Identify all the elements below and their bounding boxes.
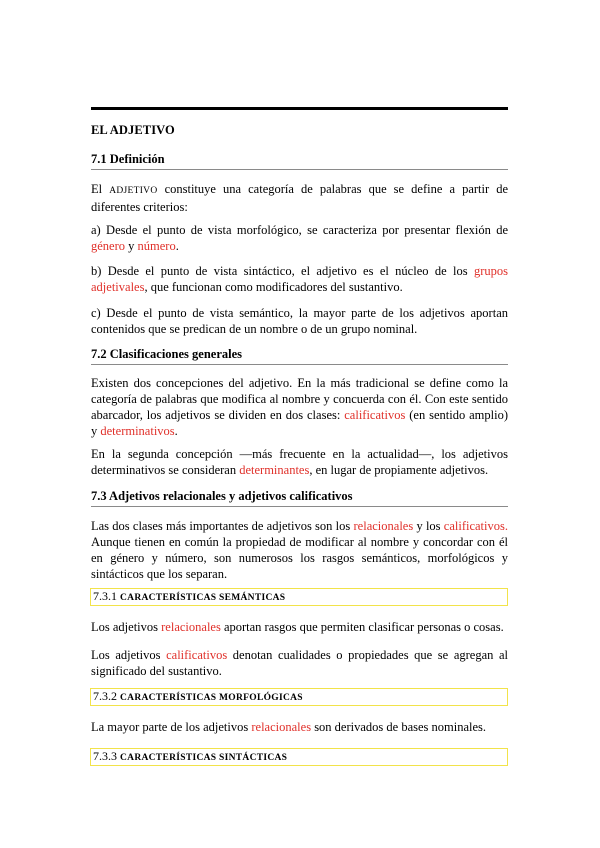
classification-paragraph-1 bbox=[91, 375, 508, 439]
subsection-number: 7.3.1 bbox=[93, 589, 120, 603]
section-7-1-heading: 7.1 Definición bbox=[91, 152, 508, 170]
subsection-7-3-1-heading bbox=[90, 588, 508, 606]
text: Las dos clases más importantes de adjetivos son los bbox=[91, 519, 354, 533]
subsection-number: 7.3.2 bbox=[93, 689, 120, 703]
text: . bbox=[174, 424, 178, 438]
semantic-paragraph-1 bbox=[91, 619, 508, 635]
criterion-a-paragraph bbox=[91, 222, 508, 254]
highlight-relacionales: relacionales bbox=[353, 519, 414, 533]
highlight-determinantes: determinantes bbox=[239, 463, 310, 477]
highlight-calificativos: calificativos. bbox=[443, 519, 508, 533]
text: Los adjetivos bbox=[91, 620, 162, 634]
text: a) Desde el punto de vista morfológico, se caracteriza por presentar flexión de bbox=[91, 223, 508, 237]
text: b) Desde el punto de vista sintáctico, el adjetivo es el núcleo de los bbox=[91, 264, 474, 278]
section-7-3-heading: 7.3 Adjetivos relacionales y adjetivos calificativos bbox=[91, 489, 508, 507]
subsection-7-3-3-heading bbox=[90, 748, 508, 766]
highlight-calificativos: calificativos bbox=[344, 408, 406, 422]
relational-qualifying-paragraph bbox=[91, 518, 508, 582]
criterion-b-paragraph bbox=[91, 263, 508, 295]
subsection-title: CARACTERÍSTICAS MORFOLÓGICAS bbox=[120, 693, 303, 703]
criterion-c-paragraph: c) Desde el punto de vista semántico, la mayor parte de los adjetivos aportan contenidos que se predican de un nombre o de un grupo nominal. bbox=[91, 306, 508, 336]
subsection-7-3-2-heading bbox=[90, 688, 508, 706]
highlight-genero: género bbox=[91, 239, 126, 253]
text: El bbox=[91, 182, 110, 196]
text: aportan rasgos que permiten clasificar personas o cosas. bbox=[220, 620, 504, 634]
highlight-relacionales: relacionales bbox=[251, 720, 312, 734]
highlight-grupos-adjetivales: grupos adjetivales bbox=[91, 264, 508, 294]
text: son derivados de bases nominales. bbox=[311, 720, 487, 734]
text: , en lugar de propiamente adjetivos. bbox=[309, 463, 489, 477]
text: Los adjetivos bbox=[91, 648, 167, 662]
text: constituye una categoría de palabras que se define a partir de diferentes criterios: bbox=[91, 182, 509, 214]
text: La mayor parte de los adjetivos bbox=[91, 720, 252, 734]
text: , que funcionan como modificadores del sustantivo. bbox=[144, 280, 403, 294]
term-small-caps: ADJETIVO bbox=[109, 186, 158, 196]
subsection-number: 7.3.3 bbox=[93, 749, 120, 763]
highlight-calificativos: calificativos bbox=[166, 648, 228, 662]
highlight-determinativos: determinativos bbox=[100, 424, 175, 438]
text: y bbox=[125, 239, 138, 253]
subsection-title: CARACTERÍSTICAS SINTÁCTICAS bbox=[120, 753, 288, 763]
text: denotan cualidades o propiedades que se agregan al significado del sustantivo. bbox=[91, 648, 508, 678]
definition-paragraph bbox=[91, 181, 508, 215]
subsection-title: CARACTERÍSTICAS SEMÁNTICAS bbox=[120, 593, 286, 603]
highlight-numero: número bbox=[137, 239, 176, 253]
highlight-relacionales: relacionales bbox=[161, 620, 221, 634]
document-title: EL ADJETIVO bbox=[91, 123, 175, 137]
text: (en sentido amplio) y bbox=[91, 408, 509, 438]
semantic-paragraph-2 bbox=[91, 647, 508, 679]
text: Existen dos concepciones del adjetivo. En la más tradicional se define como la categoría de palabras que modifica al nombre y concuerda con él. Con este sentido abarcador, los adjetivos se dividen en dos clases: bbox=[91, 376, 508, 422]
section-7-2-heading: 7.2 Clasificaciones generales bbox=[91, 347, 508, 365]
morphological-paragraph bbox=[91, 719, 508, 735]
top-rule bbox=[91, 107, 508, 110]
text: En la segunda concepción —más frecuente en la actualidad—, los adjetivos determinativos se consideran bbox=[91, 447, 508, 477]
text: Aunque tienen en común la propiedad de modificar al nombre y concordar con él en género y número, son numerosos los rasgos semánticos, morfológicos y sintácticos que los separan. bbox=[91, 535, 508, 581]
text: y los bbox=[413, 519, 444, 533]
classification-paragraph-2 bbox=[91, 446, 508, 478]
text: . bbox=[175, 239, 179, 253]
